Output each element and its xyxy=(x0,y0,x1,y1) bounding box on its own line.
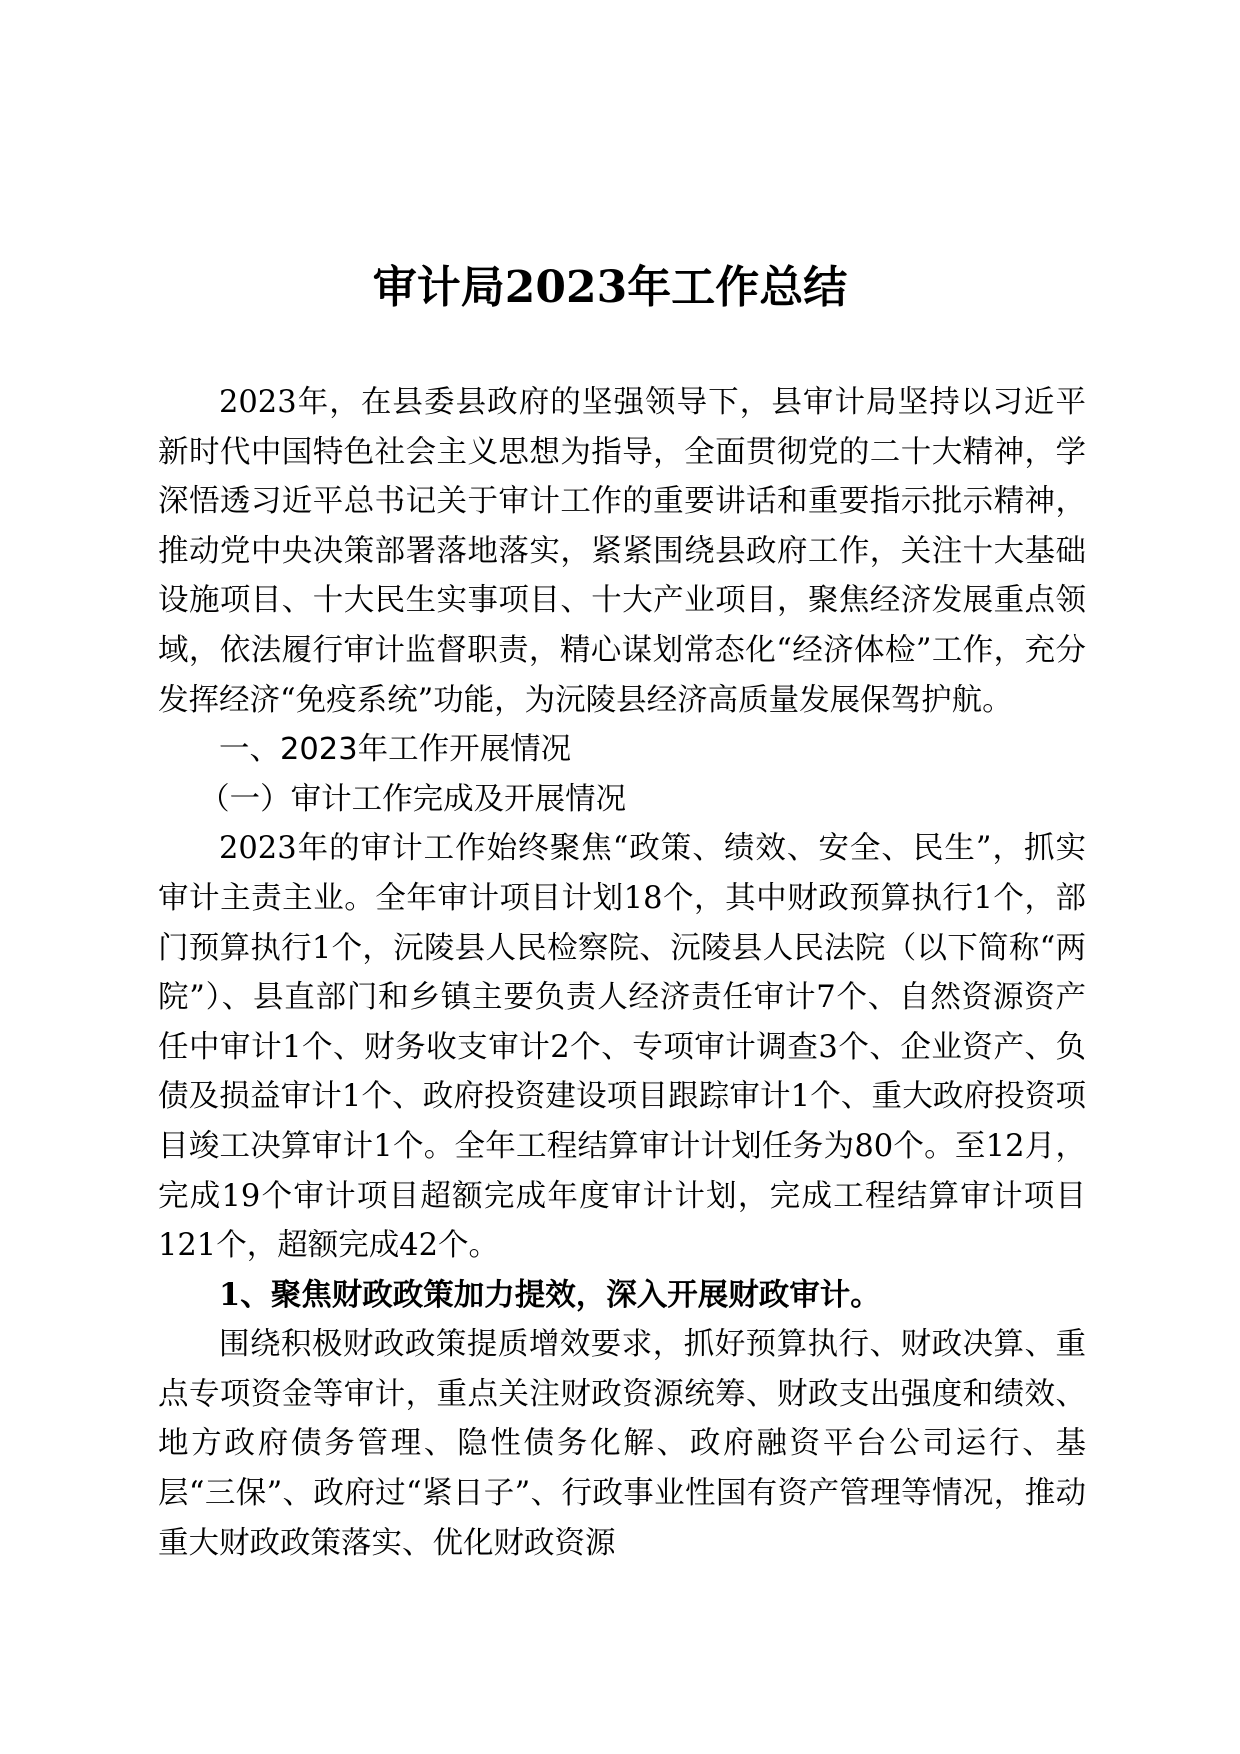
item-heading: 1、聚焦财政政策加力提效，深入开展财政审计。 xyxy=(219,1276,881,1313)
document-title: 审计局2023年工作总结 xyxy=(372,262,848,313)
intro-paragraph: 2023年，在县委县政府的坚强领导下，县审计局坚持以习近平新时代中国特色社会主义思想为指导，全面贯彻党的二十大精神，学深悟透习近平总书记关于审计工作的重要讲话和重要指示批示精神，推动党中央决策部署落地落实，紧紧围绕县政府工作，关注十大基础设施项目、十大民生实事项目、十大产业项目，聚焦经济发展重点领域，依法履行审计监督职责，精心谋划常态化“经济体检”工作，充分发挥经济“免疫系统”功能，为沅陵县经济高质量发展保驾护航。 xyxy=(158,385,1086,718)
document-body xyxy=(158,378,1086,1568)
section-heading: 一、2023年工作开展情况 xyxy=(219,732,572,768)
subsection-heading: （一）审计工作完成及开展情况 xyxy=(199,781,627,817)
audit-summary-paragraph: 2023年的审计工作始终聚焦“政策、绩效、安全、民生”，抓实审计主责主业。全年审计项目计划18个，其中财政预算执行1个，部门预算执行1个，沅陵县人民检察院、沅陵县人民法院（以下简称“两院”）、县直部门和乡镇主要负责人经济责任审计7个、自然资源资产任中审计1个、财务收支审计2个、专项审计调查3个、企业资产、负债及损益审计1个、政府投资建设项目跟踪审计1个、重大政府投资项目竣工决算审计1个。全年工程结算审计计划任务为80个。至12月，完成19个审计项目超额完成年度审计计划，完成工程结算审计项目121个，超额完成42个。 xyxy=(158,831,1086,1264)
fiscal-audit-paragraph: 围绕积极财政政策提质增效要求，抓好预算执行、财政决算、重点专项资金等审计，重点关注财政资源统筹、财政支出强度和绩效、地方政府债务管理、隐性债务化解、政府融资平台公司运行、基层“三保”、政府过“紧日子”、行政事业性国有资产管理等情况，推动重大财政政策落实、优化财政资源 xyxy=(158,1327,1086,1561)
